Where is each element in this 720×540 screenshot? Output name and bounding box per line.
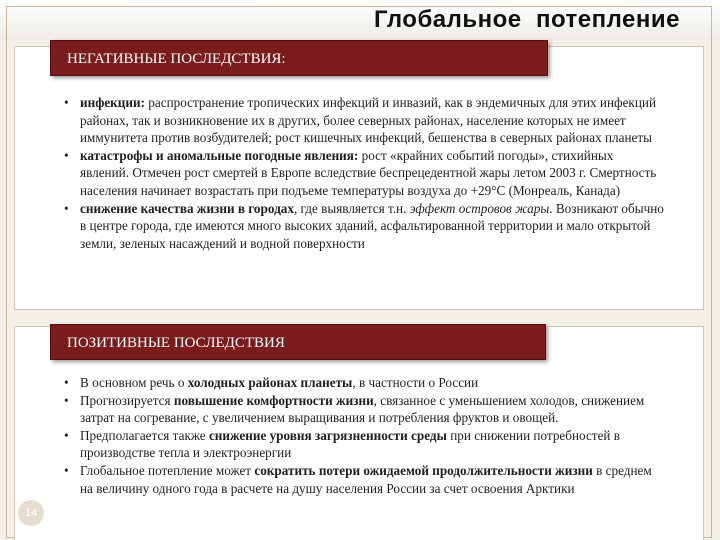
list-item: • Предполагается также снижение уровня загрязненности среды при снижении потребностей в производстве тепла и электроэнергии [64,427,621,461]
negative-heading: НЕГАТИВНЫЕ ПОСЛЕДСТВИЯ: [50,40,548,76]
list-item: • В основном речь о холодных районах планеты, в частности о России [64,375,479,390]
positive-list [64,374,664,497]
bullet-icon: • [64,462,69,478]
bullet-icon: • [64,200,69,216]
bullet-icon: • [64,392,69,408]
bullet-icon: • [64,427,69,443]
list-item: • снижение качества жизни в городах, где выявляется т.н. эффект островов жары. Возникают обычно в центре города, где имеются много высоких зданий, асфальтированной территории и мало открытой земли, зеленых насаждений и водной поверхности [64,200,664,251]
slide-title: Глобальное потепление [373,6,680,33]
list-item: • инфекции: распространение тропических инфекций и инвазий, как в эндемичных для этих инфекций районах, так и возникновение их в других, более северных районах, население которых не имеет иммунитета против возбудителей; рост кишечных инфекций, бешенства в северных районах планеты [64,95,656,146]
list-item: • катастрофы и аномальные погодные явления: рост «крайних событий погоды», стихийных явлений. Отмечен рост смертей в Европе вследствие беспрецедентной жары летом 2003 г. Смертность населения начинает возрастать при подъеме температуры воздуха до +29°С (Монреаль, Канада) [64,147,657,198]
negative-list [64,94,664,252]
bullet-icon: • [64,375,69,390]
bullet-icon: • [64,147,69,163]
page-number: 14 [18,500,44,526]
bullet-icon: • [64,95,69,110]
list-item: • Прогнозируется повышение комфортности жизни, связанное с уменьшением холодов, снижением затрат на согревание, с увеличением выращивания и потребления фруктов и овощей. [64,392,645,426]
list-item: • Глобальное потепление может сократить потери ожидаемой продолжительности жизни в среднем на величину одного года в расчете на душу населения России за счет освоения Арктики [64,462,652,496]
positive-heading: ПОЗИТИВНЫЕ ПОСЛЕДСТВИЯ [50,324,546,360]
